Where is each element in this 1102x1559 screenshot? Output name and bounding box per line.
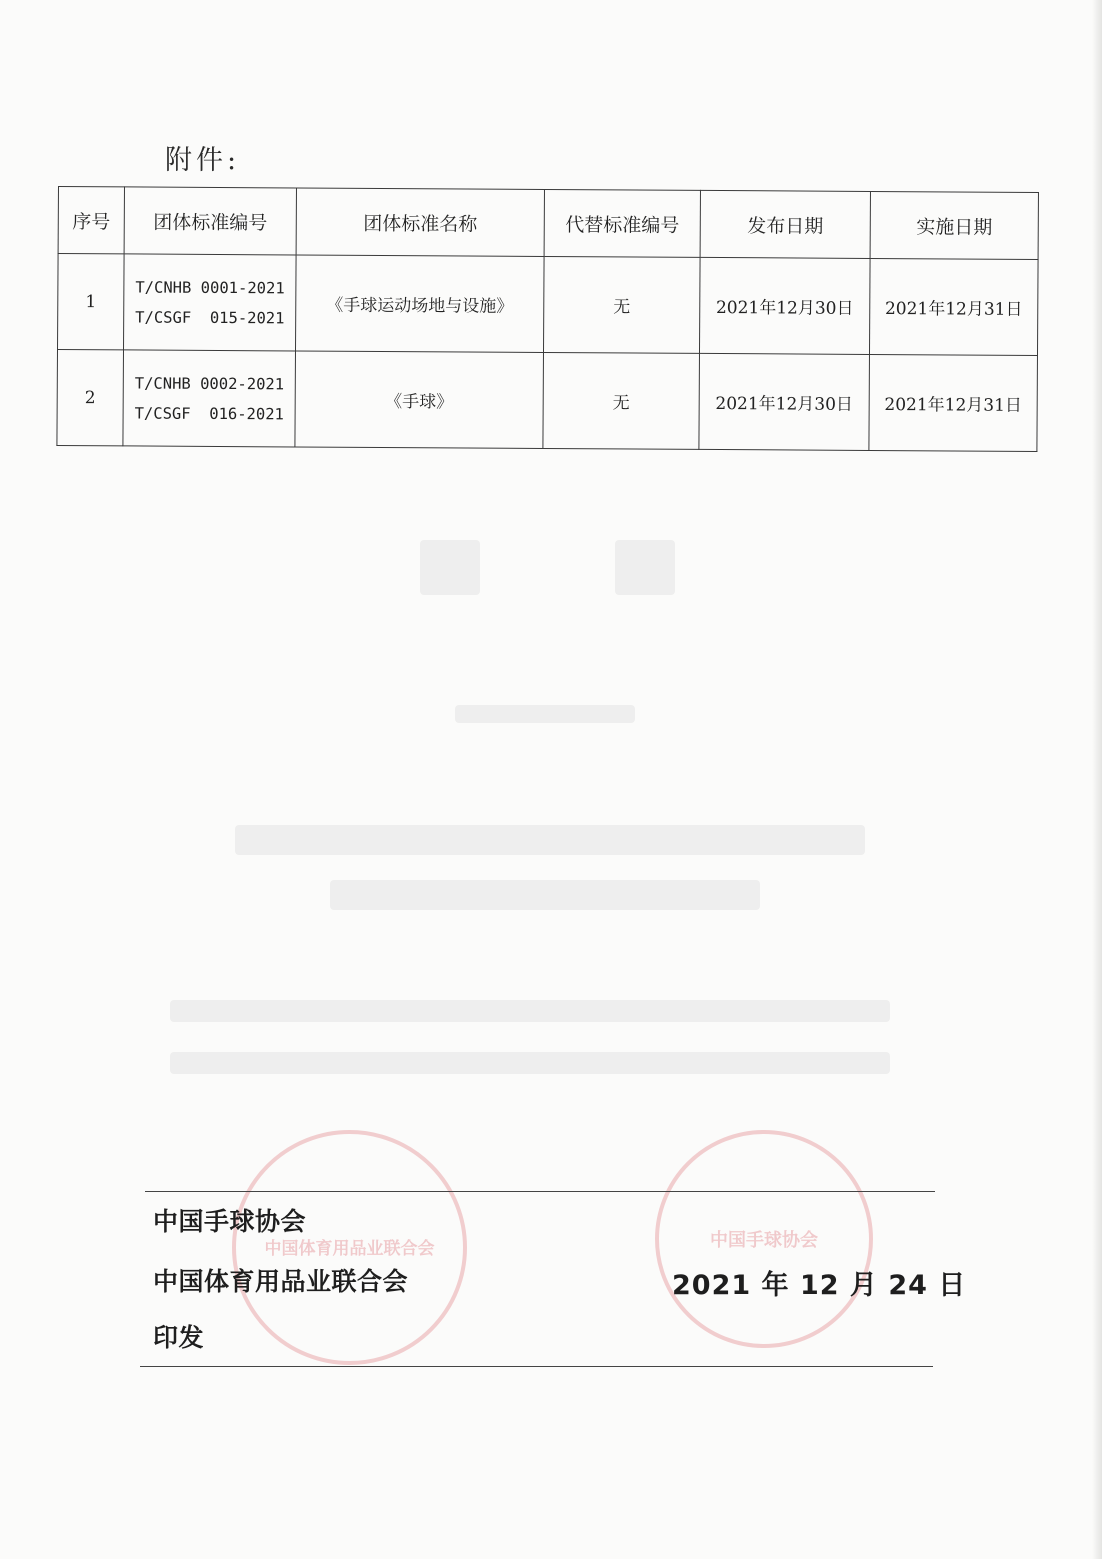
- standards-table: [56, 186, 1039, 452]
- row-index: 1: [58, 254, 125, 350]
- bleed-through-mark: [170, 1000, 890, 1022]
- row-codes: [123, 350, 296, 447]
- row-replaces: 无: [543, 352, 700, 449]
- page-edge-shadow: [1092, 0, 1102, 1559]
- issuer-sporting-goods-federation: 中国体育用品业联合会: [153, 1267, 409, 1296]
- bleed-through-mark: [615, 540, 675, 595]
- code-cnhb: T/CNHB 0001-2021: [135, 277, 285, 297]
- header-standard-name: 团体标准名称: [296, 188, 544, 257]
- table-row: [58, 254, 1039, 356]
- row-effective-date: 2021年12月31日: [869, 258, 1038, 355]
- row-replaces: 无: [543, 256, 700, 353]
- bleed-through-mark: [170, 1052, 890, 1074]
- header-replaced-code: 代替标准编号: [544, 189, 700, 257]
- left-seal-stamp: [232, 1130, 467, 1365]
- left-seal-text: 中国体育用品业联合会: [264, 1239, 435, 1259]
- row-name: 《手球运动场地与设施》: [295, 255, 544, 353]
- bleed-through-mark: [235, 825, 865, 855]
- row-publish-date: 2021年12月30日: [699, 353, 870, 450]
- footer-top-rule: [145, 1191, 935, 1192]
- issue-date: 2021 年 12 月 24 日: [672, 1270, 967, 1301]
- right-seal-stamp: [655, 1130, 873, 1348]
- row-effective-date: 2021年12月31日: [869, 354, 1038, 451]
- issued-label: 印发: [153, 1323, 205, 1352]
- header-publish-date: 发布日期: [700, 190, 870, 258]
- row-index: 2: [57, 350, 124, 446]
- code-cnhb: T/CNHB 0002-2021: [134, 373, 285, 393]
- bleed-through-mark: [330, 880, 760, 910]
- header-index: 序号: [58, 187, 124, 254]
- issuer-handball-association: 中国手球协会: [153, 1207, 307, 1236]
- right-seal-text: 中国手球协会: [710, 1230, 818, 1251]
- table-header-row: [58, 187, 1038, 260]
- bleed-through-mark: [455, 705, 635, 723]
- row-codes: [124, 254, 297, 351]
- row-publish-date: 2021年12月30日: [699, 257, 870, 354]
- code-csgf: T/CSGF 015-2021: [135, 307, 285, 327]
- attachment-label: 附件:: [165, 145, 241, 176]
- footer-bottom-rule: [140, 1366, 933, 1367]
- table-row: [57, 350, 1038, 452]
- header-effective-date: 实施日期: [870, 191, 1038, 259]
- header-standard-code: 团体标准编号: [124, 187, 296, 255]
- code-csgf: T/CSGF 016-2021: [134, 403, 284, 423]
- bleed-through-mark: [420, 540, 480, 595]
- row-name: 《手球》: [295, 351, 544, 449]
